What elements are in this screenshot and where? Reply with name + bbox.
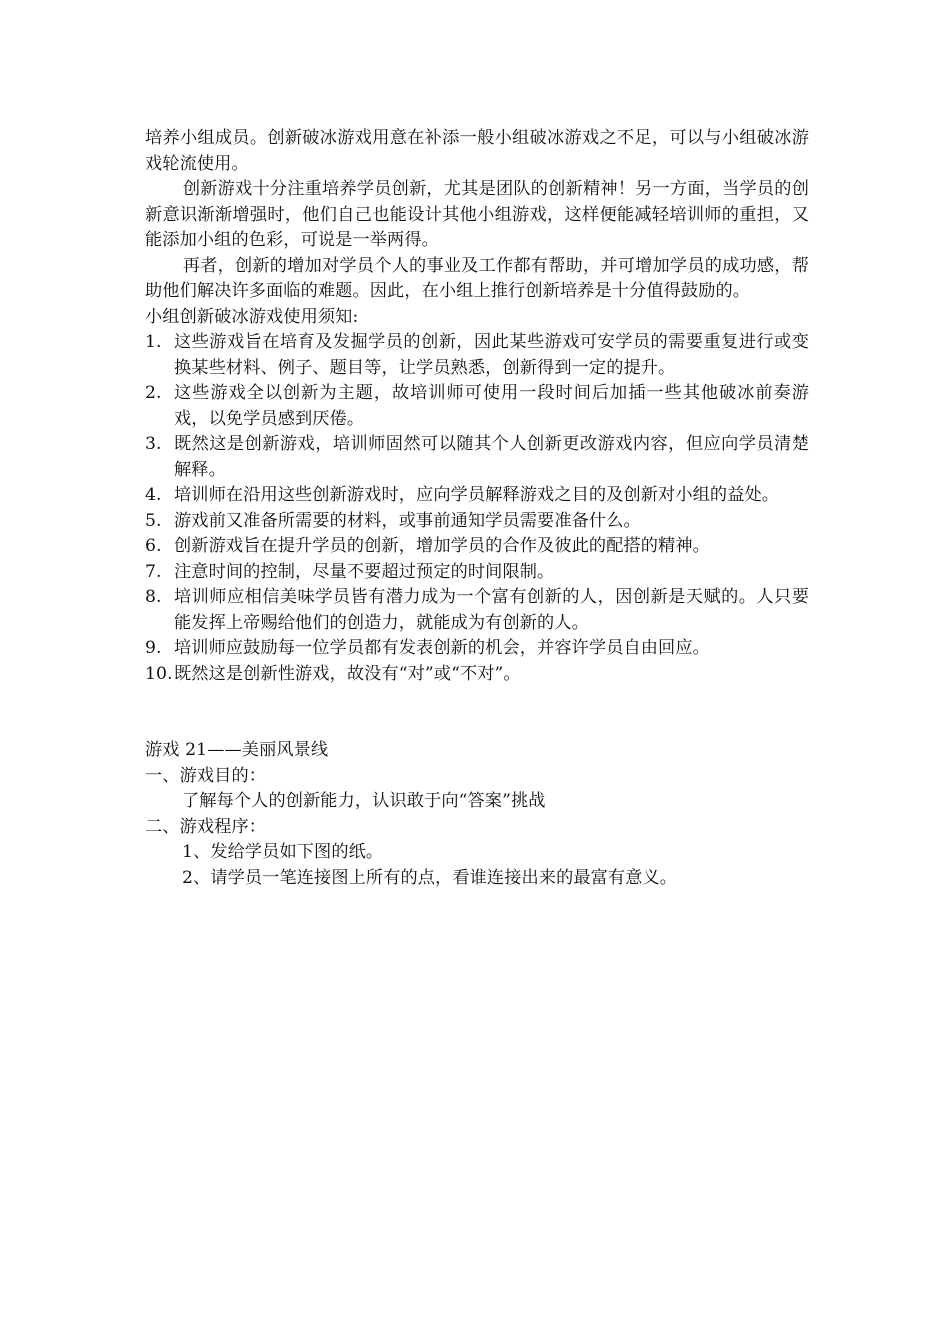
procedure-heading: 二、游戏程序： [145, 816, 267, 837]
list-item [145, 381, 809, 432]
section-spacer [145, 687, 809, 738]
list-item [145, 483, 809, 509]
list-item [145, 662, 809, 688]
list-item-number: 3. [145, 434, 162, 454]
list-item-text: 这些游戏旨在培育及发掘学员的创新，因此某些游戏可安学员的需要重复进行或变换某些材料、例子、题目等，让学员熟悉，创新得到一定的提升。 [174, 332, 809, 378]
list-item-number: 6. [145, 536, 162, 556]
procedure-step-2: 2、请学员一笔连接图上所有的点，看谁连接出来的最富有意义。 [182, 867, 678, 888]
intro-paragraph-2: 创新游戏十分注重培养学员创新，尤其是团队的创新精神！另一方面，当学员的创新意识渐渐增强时，他们自己也能设计其他小组游戏，这样便能减轻培训师的重担，又能添加小组的色彩，可说是一举两得。 [145, 179, 809, 250]
list-item-number: 9. [145, 638, 162, 658]
list-item [145, 330, 809, 381]
list-item-number: 2. [145, 383, 162, 403]
list-item-text: 创新游戏旨在提升学员的创新，增加学员的合作及彼此的配搭的精神。 [174, 536, 710, 556]
list-item-number: 7. [145, 561, 162, 582]
notes-heading: 小组创新破冰游戏使用须知: [145, 306, 359, 327]
list-item-number: 1. [145, 332, 162, 352]
list-item-text: 游戏前又准备所需要的材料，或事前通知学员需要准备什么。 [174, 510, 641, 531]
list-item [145, 585, 809, 636]
intro-paragraph-1: 培养小组成员。创新破冰游戏用意在补添一般小组破冰游戏之不足，可以与小组破冰游戏轮流使用。 [145, 128, 809, 174]
list-item [145, 534, 809, 560]
list-item [145, 509, 809, 535]
list-item-number: 4. [145, 485, 162, 505]
list-item-text: 培训师在沿用这些创新游戏时，应向学员解释游戏之目的及创新对小组的益处。 [174, 485, 780, 505]
notes-list [145, 330, 809, 687]
list-item-text: 既然这是创新性游戏，故没有“对”或“不对”。 [174, 663, 521, 684]
list-item-number: 8. [145, 587, 162, 607]
game-title: 游戏 21——美丽风景线 [145, 740, 329, 760]
procedure-step-1: 1、发给学员如下图的纸。 [182, 842, 384, 862]
list-item [145, 432, 809, 483]
list-item [145, 560, 809, 586]
list-item-text: 培训师应相信美味学员皆有潜力成为一个富有创新的人，因创新是天赋的。人只要能发挥上帝赐给他们的创造力，就能成为有创新的人。 [174, 587, 809, 633]
intro-paragraph-3: 再者，创新的增加对学员个人的事业及工作都有帮助，并可增加学员的成功感，帮助他们解决许多面临的难题。因此，在小组上推行创新培养是十分值得鼓励的。 [145, 255, 809, 301]
list-item-text: 培训师应鼓励每一位学员都有发表创新的机会，并容许学员自由回应。 [174, 638, 710, 658]
list-item-number: 5. [145, 510, 162, 531]
list-item-text: 这些游戏全以创新为主题，故培训师可使用一段时间后加插一些其他破冰前奏游戏，以免学员感到厌倦。 [174, 383, 809, 429]
list-item-number: 10. [145, 663, 173, 684]
list-item-text: 既然这是创新游戏，培训师固然可以随其个人创新更改游戏内容，但应向学员清楚解释。 [174, 434, 809, 480]
list-item [145, 636, 809, 662]
list-item-text: 注意时间的控制，尽量不要超过预定的时间限制。 [174, 561, 555, 582]
purpose-heading: 一、游戏目的： [145, 765, 267, 786]
purpose-text: 了解每个人的创新能力，认识敢于向“答案”挑战 [182, 791, 546, 811]
document-body [145, 126, 809, 891]
